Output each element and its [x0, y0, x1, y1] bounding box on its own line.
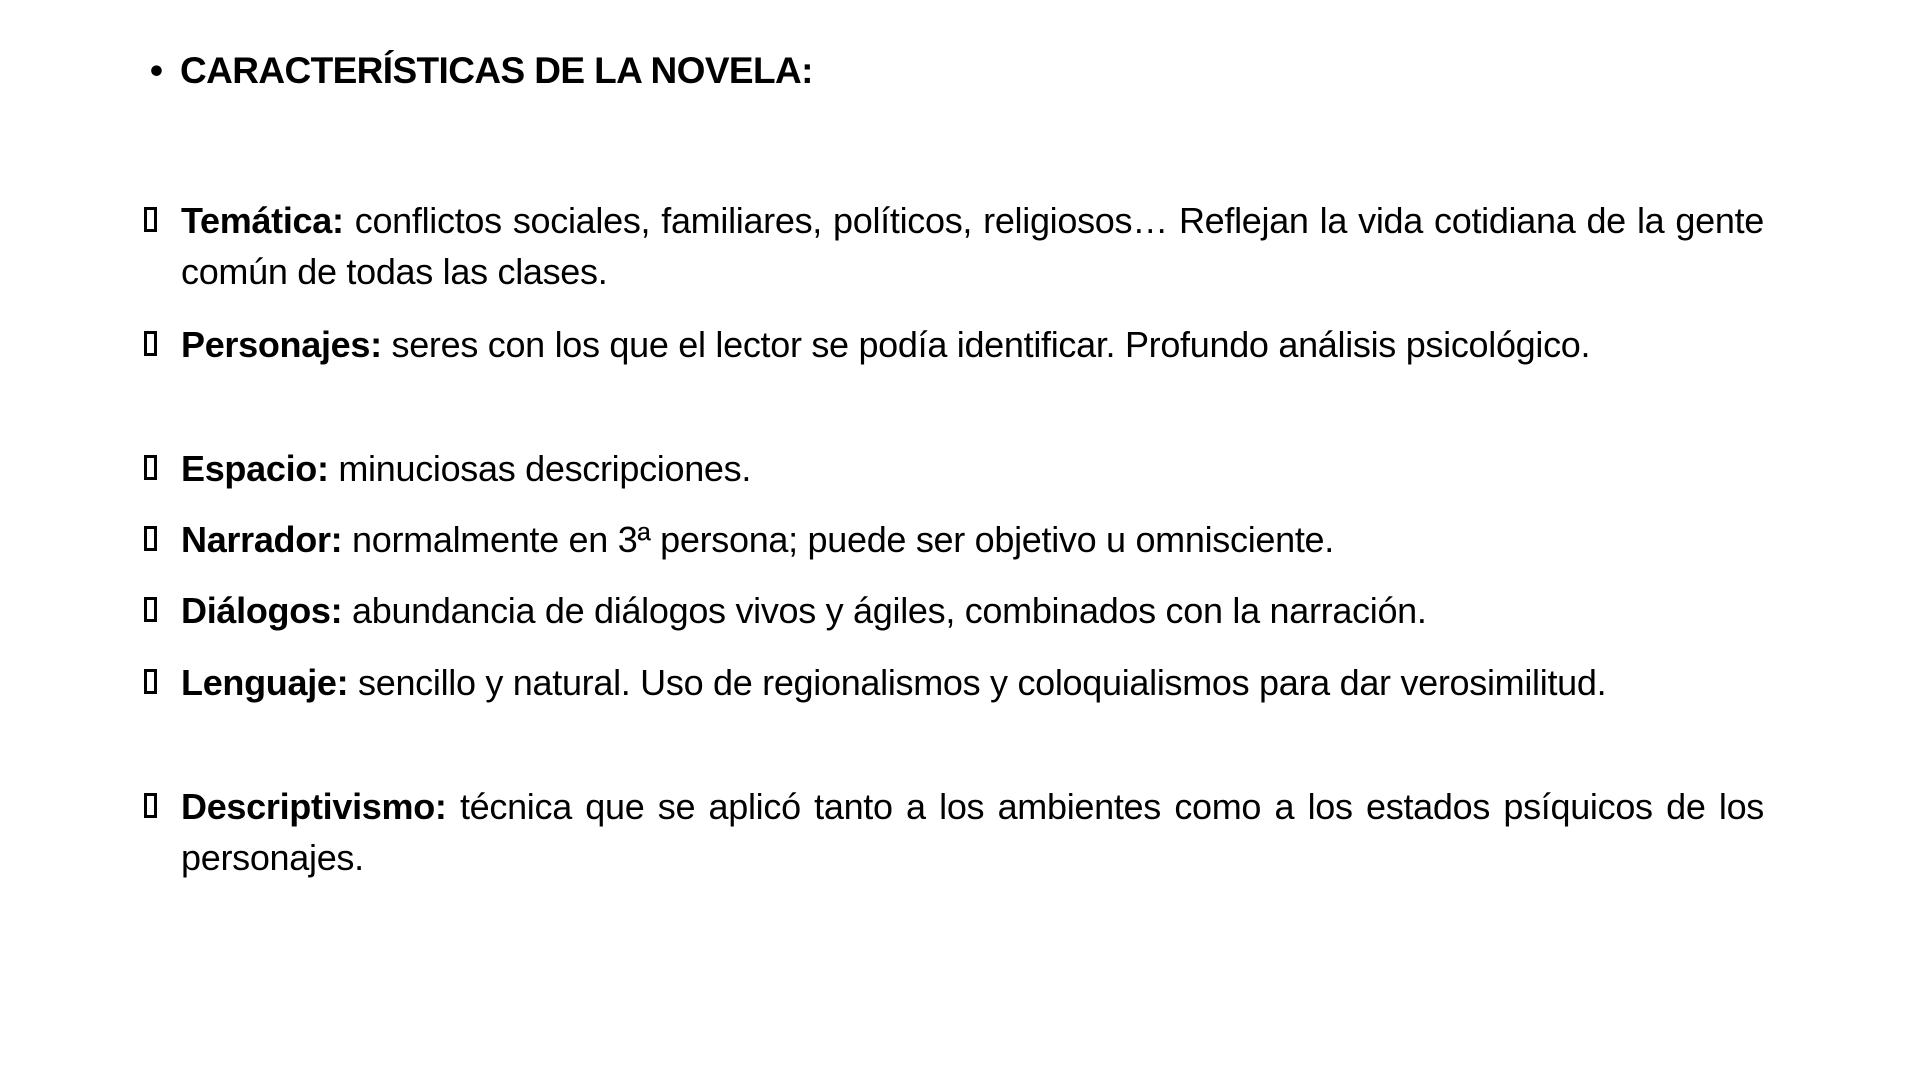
- item-text: minuciosas descripciones.: [338, 448, 752, 489]
- item-label: Espacio:: [181, 448, 329, 489]
- item-text: normalmente en 3ª persona; puede ser objetivo u omnisciente.: [352, 519, 1334, 560]
- square-bullet-icon: [144, 597, 157, 622]
- square-bullet-icon: [144, 669, 157, 694]
- item-label: Narrador:: [181, 519, 343, 560]
- item-label: Lenguaje:: [181, 662, 349, 703]
- list-item-personajes: [144, 319, 1764, 370]
- list-item-dialogos: [144, 585, 1764, 636]
- square-bullet-icon: [144, 207, 157, 232]
- bullet-icon: •: [150, 50, 163, 91]
- item-label: Temática:: [181, 200, 344, 241]
- item-label: Diálogos:: [181, 590, 343, 631]
- list-item-narrador: [144, 514, 1764, 565]
- item-text: conflictos sociales, familiares, políticos, religiosos… Reflejan la vida cotidiana de la gente común de todas las clases.: [181, 200, 1764, 292]
- list-item-tematica: [144, 195, 1764, 297]
- item-text: seres con los que el lector se podía identificar. Profundo análisis psicológico.: [391, 324, 1591, 365]
- item-label: Personajes:: [181, 324, 382, 365]
- list-item-espacio: [144, 443, 1764, 494]
- square-bullet-icon: [144, 526, 157, 551]
- list-item-descriptivismo: [144, 781, 1764, 883]
- square-bullet-icon: [144, 331, 157, 356]
- item-text: abundancia de diálogos vivos y ágiles, combinados con la narración.: [352, 590, 1427, 631]
- item-label: Descriptivismo:: [181, 786, 447, 827]
- square-bullet-icon: [144, 793, 157, 818]
- item-text: técnica que se aplicó tanto a los ambientes como a los estados psíquicos de los personajes.: [181, 786, 1765, 878]
- square-bullet-icon: [144, 455, 157, 480]
- item-text: sencillo y natural. Uso de regionalismos y coloquialismos para dar verosimilitud.: [358, 662, 1607, 703]
- title-text: CARACTERÍSTICAS DE LA NOVELA:: [180, 50, 813, 91]
- slide-title: [150, 50, 813, 92]
- list-item-lenguaje: [144, 657, 1764, 708]
